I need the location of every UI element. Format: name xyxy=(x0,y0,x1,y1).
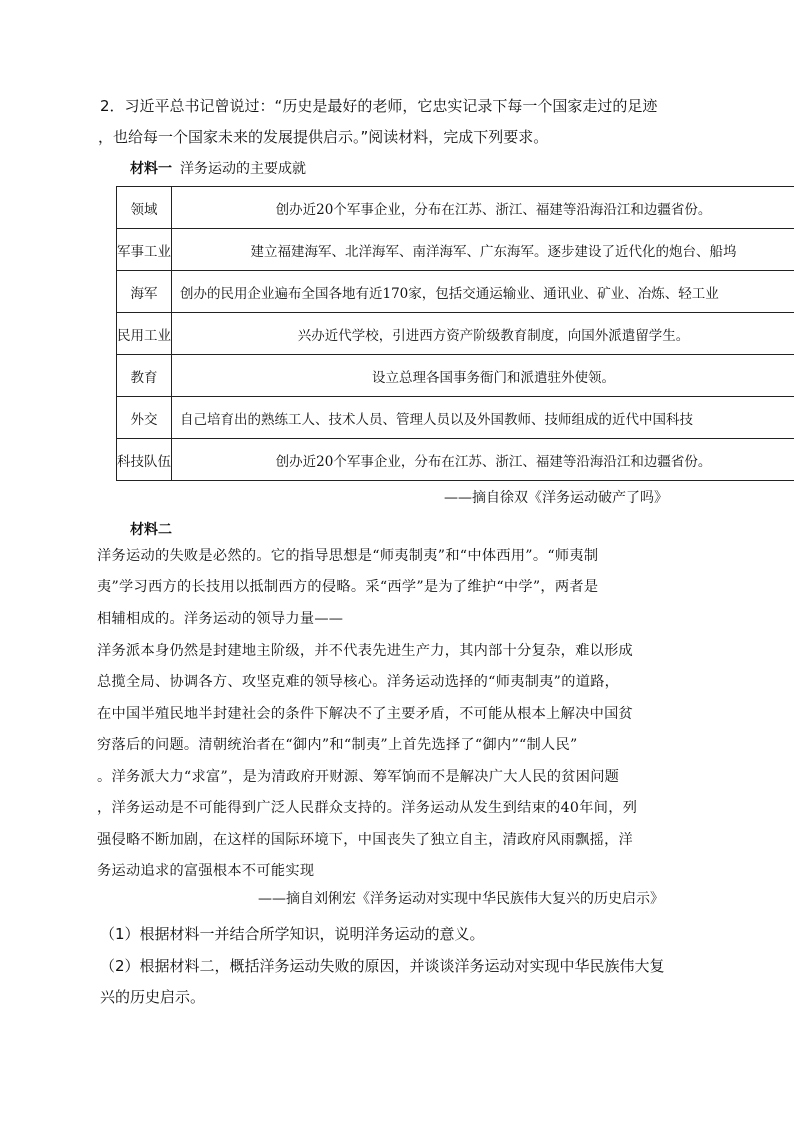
table-cell-field: 科技队伍 xyxy=(117,439,172,481)
material2-line: 洋务派本身仍然是封建地主阶级，并不代表先进生产力，其内部十分复杂，难以形成 xyxy=(97,643,634,659)
table-cell-content: 兴办近代学校，引进西方资产阶级教育制度，向国外派遣留学生。 xyxy=(172,313,794,355)
table-cell-field: 教育 xyxy=(117,355,172,397)
table-cell-content: 创办近20个军事企业，分布在江苏、浙江、福建等沿海沿江和边疆省份。 xyxy=(172,187,794,229)
material2-line: 洋务运动的失败是必然的。它的指导思想是“师夷制夷”和“中体西用”。“师夷制 xyxy=(97,548,599,564)
material2-source: ——摘自刘俐宏《洋务运动对实现中华民族伟大复兴的历史启示》 xyxy=(258,891,664,907)
material2-line: 穷落后的问题。清朝统治者在“御内”和“制夷”上首先选择了“御内”“制人民” xyxy=(97,737,578,753)
table-cell-field: 领域 xyxy=(117,187,172,229)
material2-line: 强侵略不断加剧，在这样的国际环境下，中国丧失了独立自主，清政府风雨飘摇，洋 xyxy=(97,832,634,848)
task-line-3: 兴的历史启示。 xyxy=(100,988,206,1006)
table-cell-field: 民用工业 xyxy=(117,313,172,355)
material1-source: ——摘自徐双《洋务运动破产了吗》 xyxy=(444,490,668,506)
table-row xyxy=(117,397,794,439)
material2-line: 夷”学习西方的长技用以抵制西方的侵略。采“西学”是为了维护“中学”，两者是 xyxy=(97,579,599,595)
table-cell-content: 自己培育出的熟练工人、技术人员、管理人员以及外国教师、技师组成的近代中国科技 xyxy=(172,397,794,439)
material2-line: 在中国半殖民地半封建社会的条件下解决不了主要矛盾，不可能从根本上解决中国贫 xyxy=(97,706,634,722)
material2-line: 相辅相成的。洋务运动的领导力量—— xyxy=(97,611,344,627)
material2-line: 总揽全局、协调各方、攻坚克难的领导核心。洋务运动选择的“师夷制夷”的道路， xyxy=(97,674,620,690)
material2-line: ，洋务运动是不可能得到广泛人民群众支持的。洋务运动从发生到结束的40年间，列 xyxy=(97,800,638,816)
table-row xyxy=(117,355,794,397)
table-cell-content: 创办近20个军事企业，分布在江苏、浙江、福建等沿海沿江和边疆省份。 xyxy=(172,439,794,481)
material2-label: 材料二 xyxy=(130,522,172,538)
question-line-2: ，也给每一个国家未来的发展提供启示。”阅读材料，完成下列要求。 xyxy=(98,128,549,146)
table-cell-content: 设立总理各国事务衙门和派遣驻外使领。 xyxy=(172,355,794,397)
table-cell-field: 外交 xyxy=(117,397,172,439)
table-row xyxy=(117,229,794,271)
question-line-1: 2．习近平总书记曾说过：“历史是最好的老师，它忠实记录下每一个国家走过的足迹 xyxy=(100,97,658,115)
table-cell-field: 军事工业 xyxy=(117,229,172,271)
material2-line: 。洋务派大力“求富”，是为清政府开财源、筹军饷而不是解决广大人民的贫困问题 xyxy=(97,769,620,785)
table-row xyxy=(117,271,794,313)
achievements-table xyxy=(116,186,794,481)
table-cell-content: 创办的民用企业遍布全国各地有近170家，包括交通运输业、通讯业、矿业、冶炼、轻工业 xyxy=(172,271,794,313)
table-row xyxy=(117,439,794,481)
task-line-2: （2）根据材料二，概括洋务运动失败的原因，并谈谈洋务运动对实现中华民族伟大复 xyxy=(100,957,665,975)
material1-heading xyxy=(130,158,306,178)
table-row xyxy=(117,313,794,355)
material1-label: 材料一 xyxy=(130,161,172,177)
table-cell-content: 建立福建海军、北洋海军、南洋海军、广东海军。逐步建设了近代化的炮台、船坞 xyxy=(172,229,794,271)
table-row xyxy=(117,187,794,229)
table-cell-field: 海军 xyxy=(117,271,172,313)
material1-title: 洋务运动的主要成就 xyxy=(180,161,306,177)
material2-line: 务运动追求的富强根本不可能实现 xyxy=(97,863,315,879)
task-line-1: （1）根据材料一并结合所学知识，说明洋务运动的意义。 xyxy=(100,925,485,943)
